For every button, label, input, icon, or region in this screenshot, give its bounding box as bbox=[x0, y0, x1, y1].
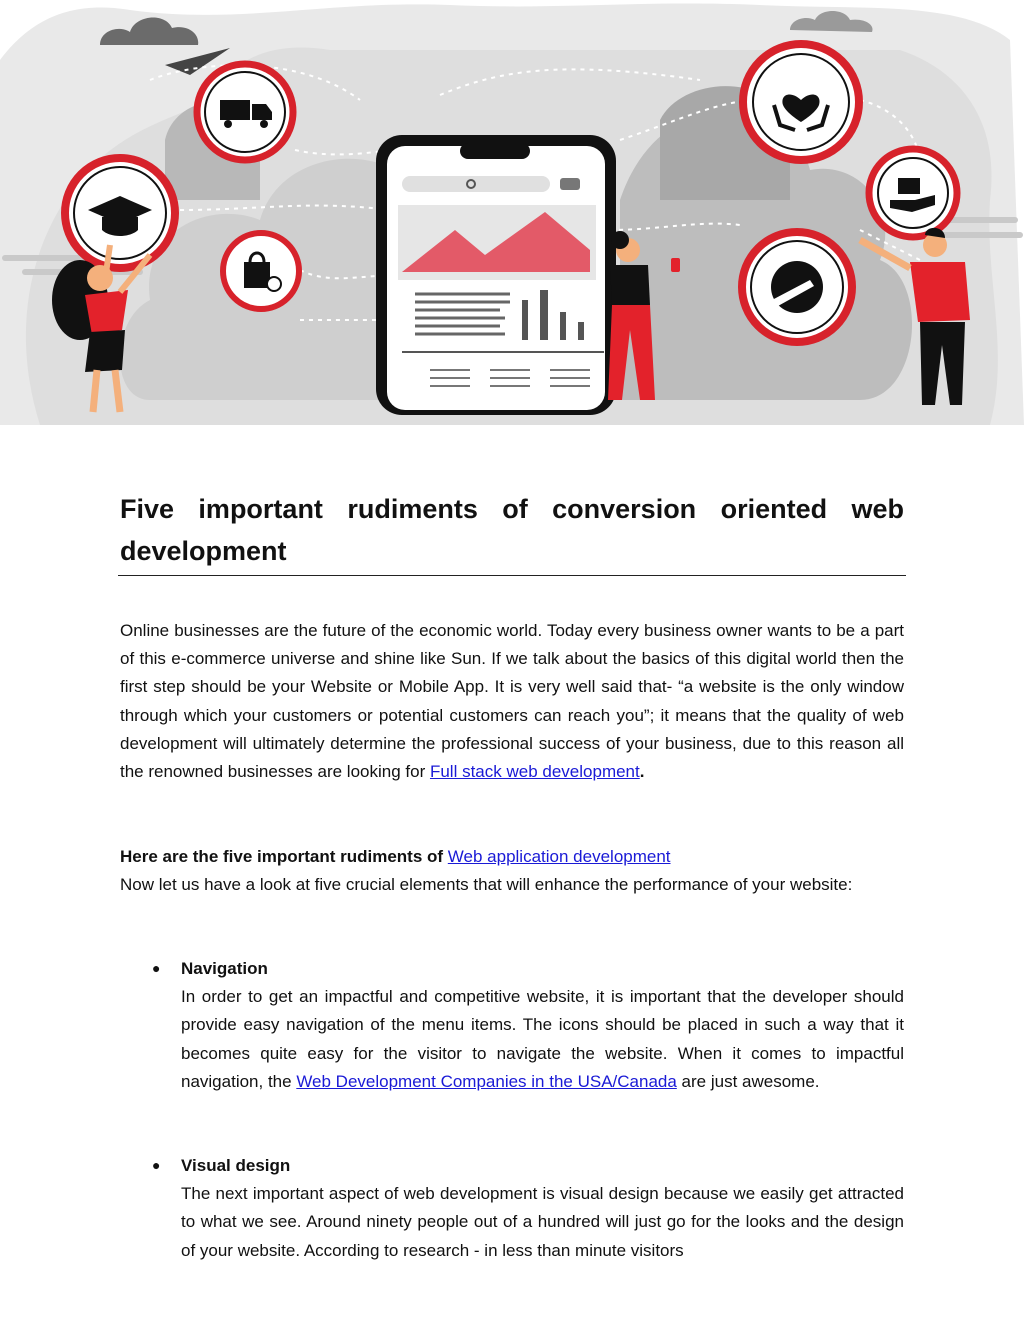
list-item-visual-design bbox=[181, 1152, 904, 1265]
rudiments-lead: Here are the five important rudiments of bbox=[120, 847, 448, 866]
intro-end: . bbox=[639, 762, 645, 782]
delivery-truck-icon bbox=[197, 64, 293, 160]
rudiments-paragraph bbox=[120, 843, 904, 899]
rudiments-text: Now let us have a look at five crucial elements that will enhance the performance of your website: bbox=[120, 875, 853, 895]
bullet-icon: ● bbox=[152, 1157, 161, 1173]
graduation-cap-icon bbox=[65, 158, 175, 268]
smartphone-illustration bbox=[376, 135, 616, 415]
list-item-text-end: are just awesome. bbox=[676, 1071, 820, 1091]
health-care-icon bbox=[743, 44, 859, 160]
list-item-navigation bbox=[181, 955, 904, 1096]
shopping-bag-icon bbox=[223, 233, 299, 309]
cash-stack-icon bbox=[869, 149, 957, 237]
list-item-title: Navigation bbox=[181, 959, 268, 978]
web-app-link[interactable]: Web application development bbox=[447, 847, 671, 866]
list-item-text: The next important aspect of web development is visual design because we easily get attracted to what we see. Around ninety people out of a hundred will just go for the looks and the design of your website. According to research - in less than minute visitors bbox=[181, 1184, 904, 1260]
intro-paragraph bbox=[120, 617, 904, 786]
hero-illustration bbox=[0, 0, 1024, 425]
page-title: Five important rudiments of conversion oriented web development bbox=[120, 494, 904, 566]
bullet-icon: ● bbox=[152, 960, 161, 976]
list-item-title: Visual design bbox=[181, 1156, 291, 1175]
full-stack-link[interactable]: Full stack web development bbox=[429, 762, 640, 782]
title-divider bbox=[118, 575, 906, 576]
globe-plane-icon bbox=[742, 232, 852, 342]
list-item-text: In order to get an impactful and competitive website, it is important that the developer should provide easy navigation of the menu items. The icons should be placed in such a way that it becomes quite easy for the visitor to navigate the website. When it comes to impactful navigation, the bbox=[181, 987, 904, 1091]
web-dev-companies-link[interactable]: Web Development Companies in the USA/Canada bbox=[296, 1071, 677, 1091]
intro-text: Online businesses are the future of the economic world. Today every business owner wants to be a part of this e-commerce universe and shine like Sun. If we talk about the basics of this digital world then the first step should be your Website or Mobile App. It is very well said that- “a website is the only window through which your customers or potential customers can reach you”; it means that the quality of web development will ultimately determine the professional success of your business, due to this reason all the renowned businesses are looking for bbox=[120, 621, 904, 782]
